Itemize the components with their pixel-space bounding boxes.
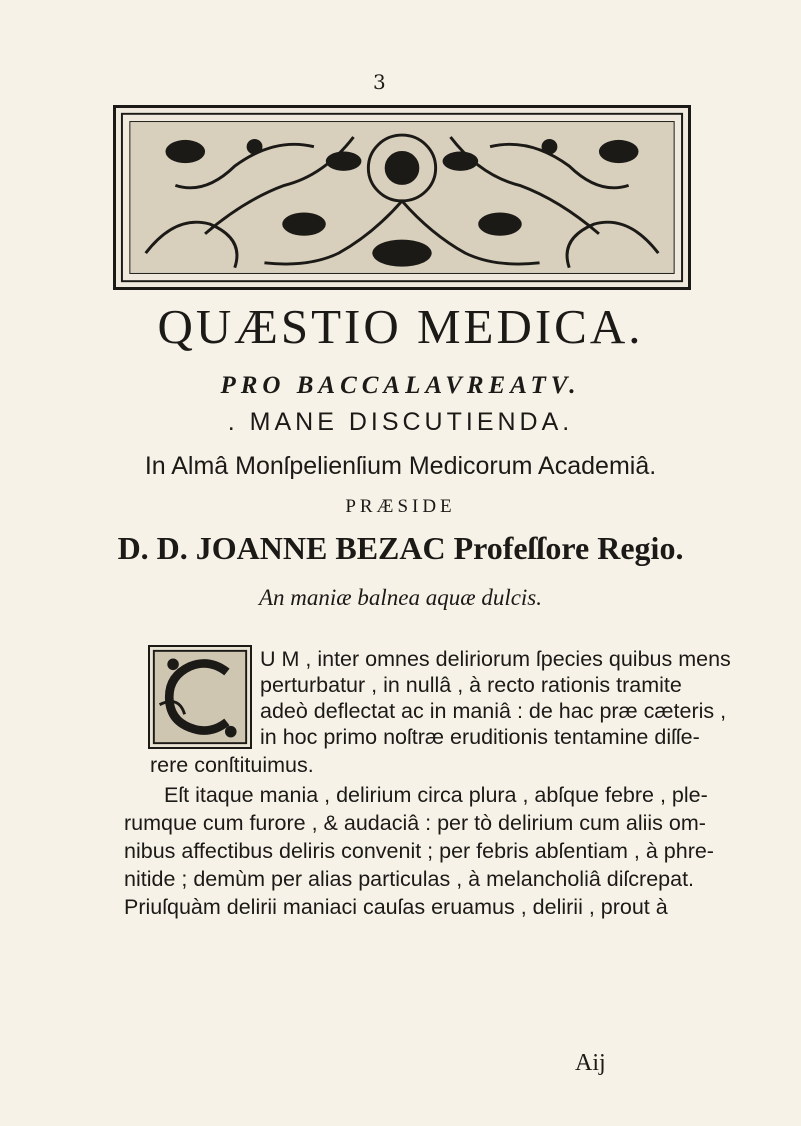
floral-ornament-icon — [116, 108, 688, 287]
body-line: nibus affectibus deliris convenit ; per febris abſentiam , à phre- — [124, 839, 714, 863]
discussion-time: . MANE DISCUTIENDA. — [227, 408, 574, 436]
question-line: An maniæ balnea aquæ dulcis. — [258, 585, 543, 610]
headpiece-ornament — [113, 105, 691, 290]
page-number: 3 — [373, 70, 386, 94]
body-line: rumque cum furore , & audaciâ : per tò delirium cum aliis om- — [124, 811, 706, 835]
praeside-label: PRÆSIDE — [345, 496, 456, 517]
body-line: perturbatur , in nullâ , à recto rationis tramite — [260, 673, 682, 697]
subtitle: PRO BACCALAVREATV. — [220, 372, 581, 399]
body-line: Eſt itaque mania , delirium circa plura , abſque febre , ple- — [164, 783, 708, 807]
decorated-initial-C-icon — [150, 647, 250, 747]
body-line: Priuſquàm delirii maniaci cauſas eruamus , delirii , prout à — [124, 895, 668, 919]
body-line: U M , inter omnes deliriorum ſpecies quibus mens — [260, 647, 731, 671]
body-line: nitide ; demùm per alias particulas , à melancholiâ diſcrepat. — [124, 867, 695, 891]
catchword: Aij — [575, 1050, 606, 1076]
academy-line: In Almâ Monſpelienſium Medicorum Academiâ. — [144, 452, 657, 480]
body-line: adeò deflectat ac in maniâ : de hac præ cæteris , — [260, 699, 727, 723]
presider-name: D. D. JOANNE BEZAC Profeſſore Regio. — [117, 530, 684, 566]
body-line: in hoc primo noſtræ eruditionis tentamine diſſe- — [260, 725, 700, 749]
title: QUÆSTIO MEDICA. — [157, 299, 644, 354]
decorated-initial — [148, 645, 252, 749]
body-line: rere conſtituimus. — [150, 753, 314, 777]
